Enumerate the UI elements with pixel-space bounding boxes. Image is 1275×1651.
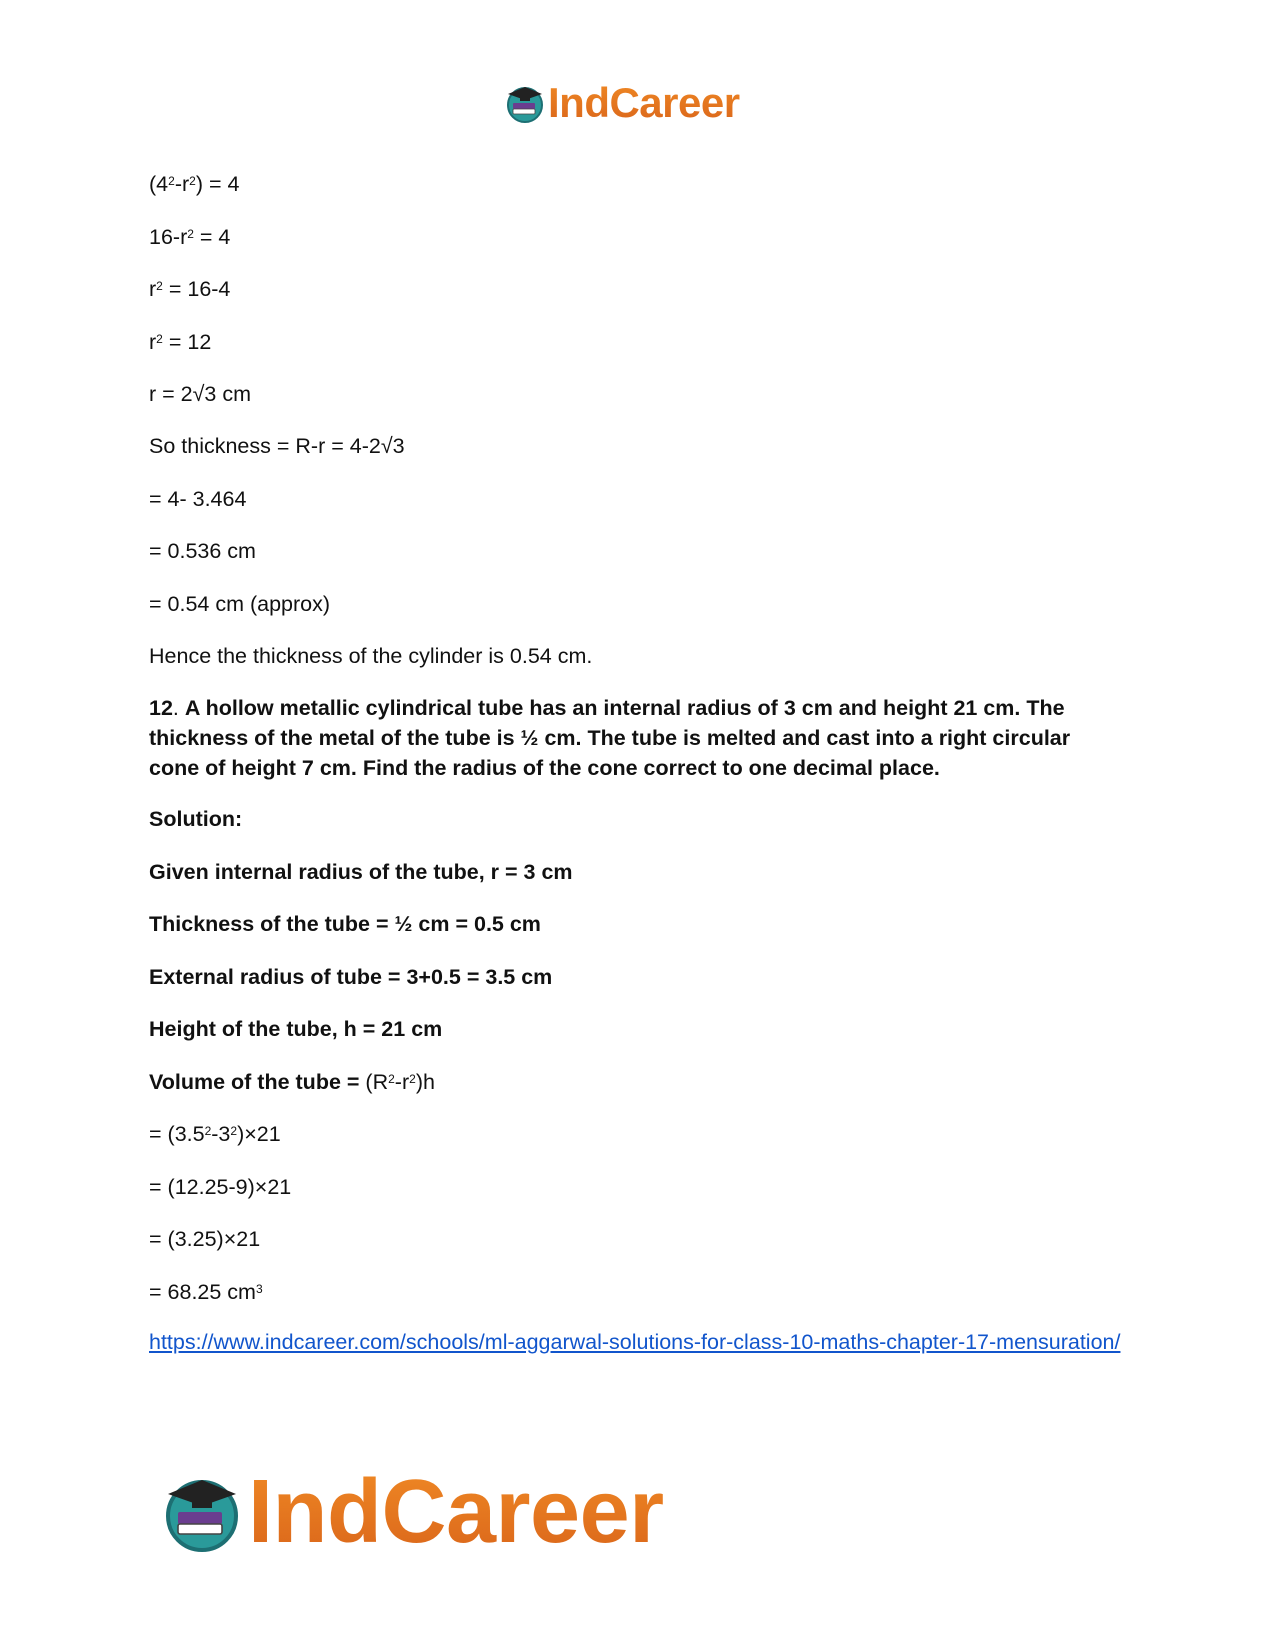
graduation-globe-icon: [160, 1470, 244, 1554]
source-link[interactable]: https://www.indcareer.com/schools/ml-aggarwal-solutions-for-class-10-maths-chapter-17-mensuration/: [149, 1330, 1121, 1354]
equation-line: So thickness = R-r = 4-2√3: [149, 434, 405, 458]
header-logo: [504, 80, 740, 126]
conclusion-line: Hence the thickness of the cylinder is 0.54 cm.: [149, 644, 593, 668]
solution-line: = $(3.5^2-3^2)\times 21$: [149, 1122, 281, 1146]
solution-heading: Solution:: [149, 807, 243, 831]
solution-line: Given internal radius of the tube, r = 3 cm: [149, 860, 573, 884]
logo-wordmark: IndCareer: [248, 1461, 664, 1562]
footer-logo: [160, 1461, 664, 1562]
equation-line: = 0.536 cm: [149, 539, 256, 563]
graduation-globe-icon: [504, 82, 546, 124]
equation-line: $16-r^2 = 4$: [149, 225, 231, 249]
solution-line: = 68.25 $cm^3$: [149, 1280, 263, 1304]
equation-line: $r^2 = 12$: [149, 330, 212, 354]
question-12: 12. A hollow metallic cylindrical tube has an internal radius of 3 cm and height 21 cm. The thickness of the metal of the tube is ½ cm. The tube is melted and cast into a right circular cone of height 7 cm. Find the radius of the cone correct to one decimal place.: [149, 696, 1071, 780]
solution-line: = (12.25-9)×21: [149, 1175, 292, 1199]
equation-line: r = 2√3 cm: [149, 382, 252, 406]
equation-line: = 0.54 cm (approx): [149, 592, 331, 616]
solution-line: Volume of the tube = $(R^2-r^2)h$: [149, 1070, 435, 1094]
equation-line: $(4^2-r^2) = 4$: [149, 172, 240, 196]
equation-line: = 4- 3.464: [149, 487, 247, 511]
solution-line: Height of the tube, h = 21 cm: [149, 1017, 443, 1041]
solution-line: = (3.25)×21: [149, 1227, 261, 1251]
solution-line: External radius of tube = 3+0.5 = 3.5 cm: [149, 965, 553, 989]
question-text: A hollow metallic cylindrical tube has an internal radius of 3 cm and height 21 cm. The thickness of the metal of the tube is ½ cm. The tube is melted and cast into a right circular cone of height 7 cm. Find the radius of the cone correct to one decimal place.: [149, 696, 1071, 780]
logo-wordmark: IndCareer: [548, 79, 740, 126]
equation-line: $r^2 = 16-4$: [149, 277, 231, 301]
solution-line: Thickness of the tube = ½ cm = 0.5 cm: [149, 912, 541, 936]
question-number: 12: [149, 696, 173, 720]
